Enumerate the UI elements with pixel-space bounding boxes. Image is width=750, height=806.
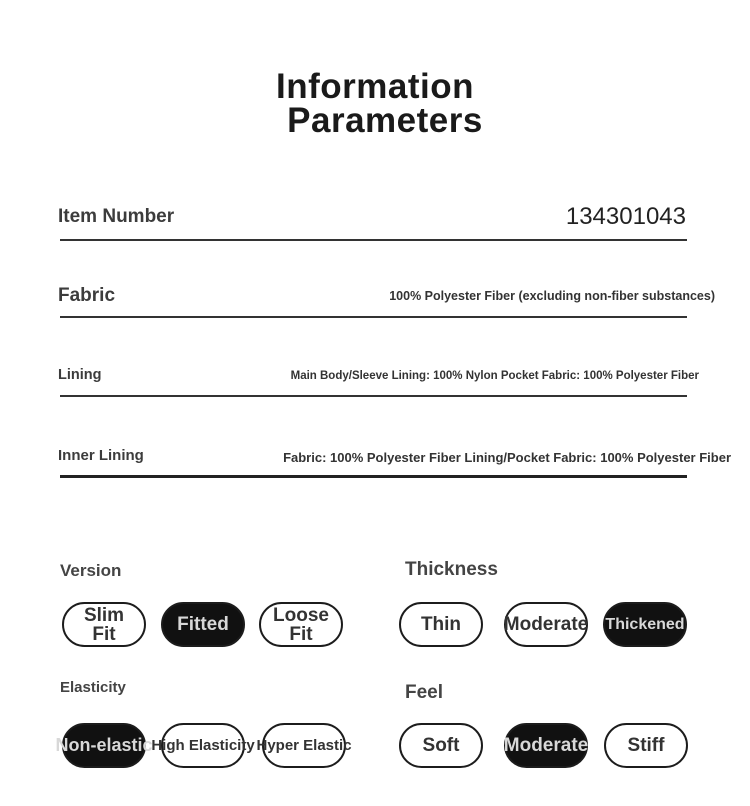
option-label: Moderate [503, 735, 589, 756]
option-label: Stiff [627, 735, 665, 756]
elasticity-option-high-elasticity[interactable] [151, 723, 255, 768]
feel-label: Feel [405, 682, 444, 703]
param-value: 100% Polyester Fiber (excluding non-fiber substances) [389, 289, 715, 303]
option-label: Fitted [177, 614, 229, 635]
version-option-fitted[interactable] [161, 602, 245, 647]
option-label: High Elasticity [151, 737, 255, 754]
param-label: Inner Lining [58, 447, 144, 464]
page-title [0, 67, 750, 140]
thickness-option-thickened[interactable] [603, 602, 687, 647]
param-label: Fabric [58, 285, 116, 306]
version-label: Version [60, 561, 122, 580]
thickness-label: Thickness [405, 559, 498, 580]
feel-option-stiff[interactable] [604, 723, 688, 768]
thickness-option-moderate[interactable] [504, 602, 588, 647]
option-label: Hyper Elastic [256, 737, 352, 754]
version-option-slim-fit[interactable] [62, 602, 146, 647]
row-divider [60, 395, 687, 397]
option-label: Loose Fit [273, 604, 329, 645]
param-label: Lining [58, 367, 102, 383]
feel-option-soft[interactable] [399, 723, 483, 768]
row-divider [60, 239, 687, 241]
option-label: Thin [420, 614, 462, 635]
option-label: Non-elastic [55, 735, 153, 755]
option-label: Soft [422, 735, 460, 756]
row-divider [60, 316, 687, 318]
row-divider [60, 475, 687, 478]
param-value: Fabric: 100% Polyester Fiber Lining/Pocket Fabric: 100% Polyester Fiber [283, 450, 731, 465]
option-label: Thickened [605, 616, 685, 633]
elasticity-label: Elasticity [60, 679, 126, 696]
elasticity-option-non-elastic[interactable] [55, 723, 153, 768]
param-label: Item Number [58, 206, 175, 227]
version-option-loose-fit[interactable] [259, 602, 343, 647]
option-label: Slim Fit [83, 604, 125, 645]
param-value: 134301043 [565, 203, 686, 230]
elasticity-option-hyper-elastic[interactable] [256, 723, 352, 768]
thickness-option-thin[interactable] [399, 602, 483, 647]
option-label: Moderate [503, 614, 589, 635]
feel-option-moderate[interactable] [504, 723, 588, 768]
param-value: Main Body/Sleeve Lining: 100% Nylon Pocket Fabric: 100% Polyester Fiber [290, 370, 699, 382]
title-line-2: Parameters [287, 101, 483, 140]
title-line-1: Information [276, 67, 474, 106]
